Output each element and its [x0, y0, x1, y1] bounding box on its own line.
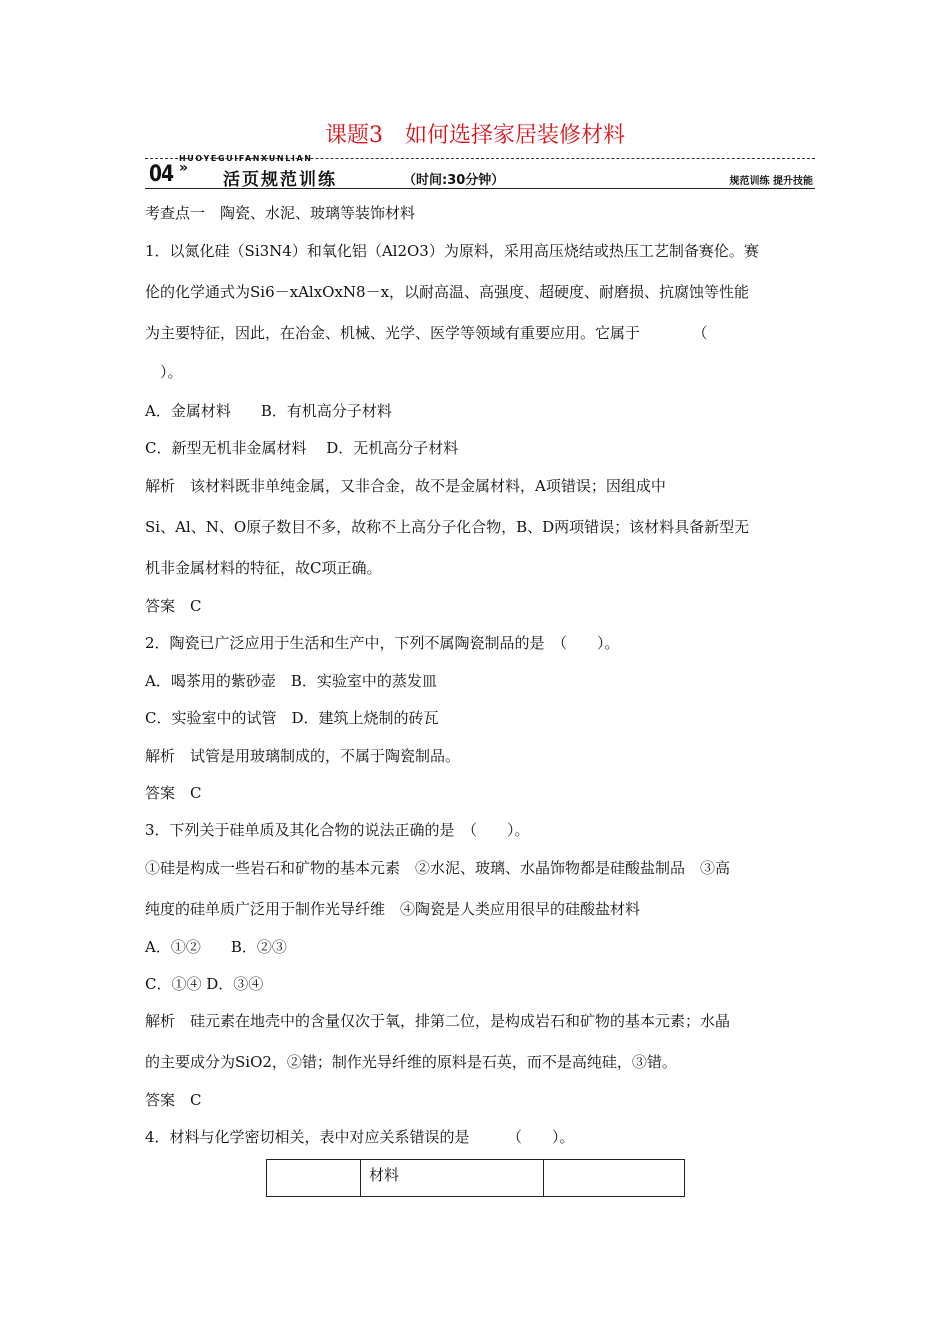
question-1-analysis-1: 解析 该材料既非单纯金属，又非合金，故不是金属材料，A项错误；因组成中 [145, 477, 666, 495]
header-solid-rule [145, 188, 815, 189]
question-1-options-cd: C．新型无机非金属材料 D．无机高分子材料 [145, 439, 459, 457]
question-4-stem: 4．材料与化学密切相关，表中对应关系错误的是 （ ）。 [145, 1128, 575, 1146]
header-number: 04 [149, 162, 174, 187]
header-section-title: 活页规范训练 [223, 170, 337, 190]
question-1-line-2: 伦的化学通式为Si6－xAlxOxN8－x，以耐高温、高强度、超硬度、耐磨损、抗腐蚀等性能 [145, 283, 750, 301]
header-time: （时间:30分钟） [403, 173, 505, 188]
section-header [145, 156, 815, 192]
question-1-answer: 答案 C [145, 597, 202, 615]
question-1-line-1: 1．以氮化硅（Si3N4）和氧化铝（Al2O3）为原料，采用高压烧结或热压工艺制备赛伦。赛 [145, 242, 759, 260]
table-cell-material: 材料 [361, 1160, 544, 1197]
question-3-analysis-1: 解析 硅元素在地壳中的含量仅次于氧，排第二位，是构成岩石和矿物的基本元素；水晶 [145, 1012, 731, 1030]
question-3-options-ab: A．①② B．②③ [145, 938, 287, 956]
header-pinyin: HUOYEGUIFANXUNLIAN [179, 154, 313, 163]
question-1-line-3: 为主要特征，因此，在冶金、机械、光学、医学等领域有重要应用。它属于 （ [145, 324, 708, 342]
question-3-statements-2: 纯度的硅单质广泛用于制作光导纤维 ④陶瓷是人类应用很早的硅酸盐材料 [145, 900, 641, 918]
question-3-statements-1: ①硅是构成一些岩石和矿物的基本元素 ②水泥、玻璃、水晶饰物都是硅酸盐制品 ③高 [145, 859, 731, 877]
question-2-answer: 答案 C [145, 784, 202, 802]
table-cell [544, 1160, 685, 1197]
question-1-options-ab: A．金属材料 B．有机高分子材料 [145, 402, 392, 420]
topic-heading: 考查点一 陶瓷、水泥、玻璃等装饰材料 [145, 204, 416, 222]
materials-table [266, 1159, 685, 1197]
question-2-options-ab: A．喝茶用的紫砂壶 B．实验室中的蒸发皿 [145, 672, 437, 690]
table-row [267, 1160, 685, 1197]
question-1-line-4: ）。 [160, 363, 183, 381]
question-1-analysis-3: 机非金属材料的特征，故C项正确。 [145, 559, 382, 577]
question-2-options-cd: C．实验室中的试管 D．建筑上烧制的砖瓦 [145, 709, 439, 727]
table-cell [267, 1160, 361, 1197]
question-1-analysis-2: Si、Al、N、O原子数目不多，故称不上高分子化合物，B、D两项错误；该材料具备新型无 [145, 518, 750, 536]
question-3-stem: 3．下列关于硅单质及其化合物的说法正确的是 （ ）。 [145, 821, 530, 839]
page-title: 课题3 如何选择家居装修材料 [325, 123, 625, 148]
question-3-analysis-2: 的主要成分为SiO2，②错；制作光导纤维的原料是石英，而不是高纯硅，③错。 [145, 1053, 677, 1071]
header-slogan: 规范训练 提升技能 [729, 176, 813, 187]
question-3-answer: 答案 C [145, 1091, 202, 1109]
question-3-options-cd: C．①④ D．③④ [145, 975, 264, 993]
question-2-stem: 2．陶瓷已广泛应用于生活和生产中，下列不属陶瓷制品的是 （ ）。 [145, 634, 620, 652]
question-2-analysis: 解析 试管是用玻璃制成的，不属于陶瓷制品。 [145, 747, 461, 765]
header-arrow-icon: » [179, 160, 189, 176]
